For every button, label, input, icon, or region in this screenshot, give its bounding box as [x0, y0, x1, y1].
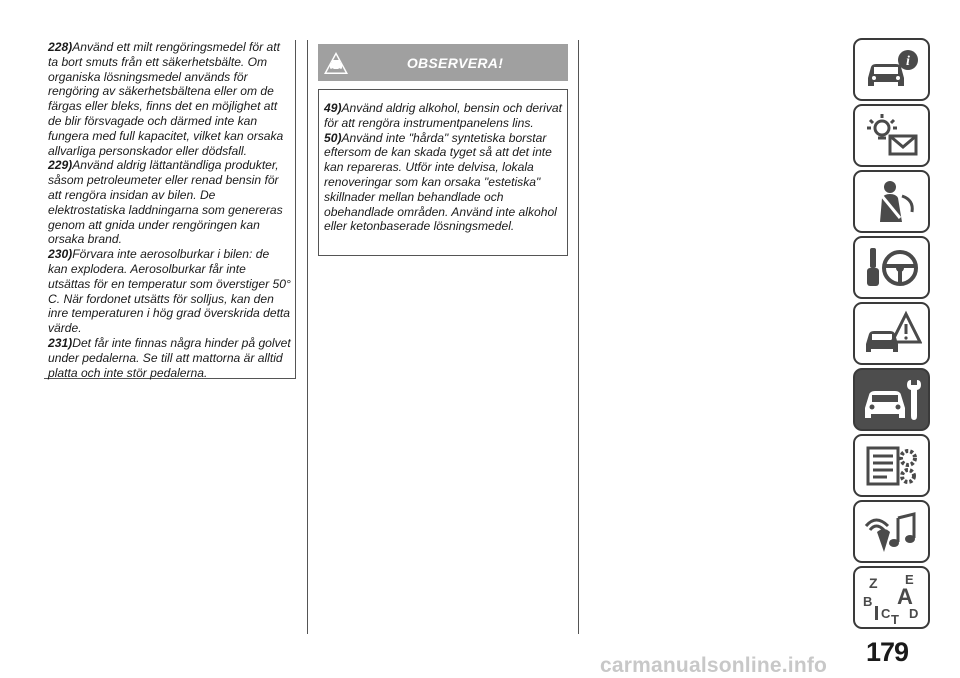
tab-safety[interactable] — [853, 170, 930, 233]
left-notes-column — [44, 40, 296, 379]
note-228: 228)Använd ett milt rengöringsmedel för att ta bort smuts från ett säkerhetsbälte. Om organiska lösningsmedel används för rengöring av säkerhetsbältena eller om de färgas eller bleks, finns det en möjlighet att de blir försvagade och därmed inte kan fungera med full kapacitet, vilket kan orsaka allvarliga personskador eller dödsfall. — [48, 40, 284, 158]
observera-header — [318, 44, 568, 81]
note-229: 229)Använd aldrig lättantändliga produkter, såsom petroleumeter eller renad bensin för att rengöra insidan av bilen. De elektrostatiska laddningarna som genereras genom att gnida under rengöringen kan orsaka brand. — [48, 158, 283, 247]
note-50: 50)Använd inte "hårda" syntetiska borstar eftersom de kan skada tyget så att det inte kan repareras. Utför inte delvisa, lokala renoveringar som kan orsaka "estetiska" skillnader mellan behandlade och obehandlade områden. Använd inte alkohol eller ketonbaserade lösningsmedel. — [324, 130, 557, 234]
column-divider-right — [578, 40, 579, 634]
note-230: 230)Förvara inte aerosolburkar i bilen: de kan explodera. Aerosolburkar får inte utsättas för en temperatur som överstiger 50° C. När fordonet utsätts för solljus, kan den inre temperaturen i hög grad överskrida detta värde. — [48, 247, 291, 336]
seatbelt-airbag-icon — [862, 178, 922, 226]
observera-title: OBSERVERA! — [406, 54, 504, 71]
svg-text:T: T — [890, 611, 899, 624]
data-list-gear-icon — [862, 442, 922, 490]
svg-text:A: A — [896, 583, 913, 609]
tab-warning-lights[interactable] — [853, 104, 930, 167]
car-breakdown-warning-icon — [862, 310, 922, 358]
tab-maintenance[interactable] — [853, 368, 930, 431]
svg-text:D: D — [908, 605, 918, 621]
tab-starting-driving[interactable] — [853, 236, 930, 299]
column-divider-left — [307, 40, 308, 634]
car-info-icon — [862, 48, 922, 92]
tab-index[interactable] — [853, 566, 930, 629]
page-number: 179 — [866, 637, 909, 667]
car-caution-icon — [318, 44, 354, 81]
tab-technical-data[interactable] — [853, 434, 930, 497]
car-wrench-icon — [861, 376, 923, 424]
key-steering-wheel-icon — [862, 244, 922, 292]
svg-text:Z: Z — [868, 574, 878, 591]
tab-car-info[interactable] — [853, 38, 930, 101]
svg-text:E: E — [904, 571, 914, 587]
multimedia-icon — [862, 508, 922, 556]
tab-multimedia[interactable] — [853, 500, 930, 563]
note-49: 49)Använd aldrig alkohol, bensin och derivat för att rengöra instrumentpanelens lins. — [324, 101, 563, 130]
svg-text:B: B — [862, 593, 872, 609]
observera-box — [318, 89, 568, 256]
watermark: carmanualsonline.info — [600, 654, 828, 677]
svg-text:C: C — [880, 605, 890, 621]
note-231: 231)Det får inte finnas några hinder på golvet under pedalerna. Se till att mattorna är alltid platta och inte stör pedalerna. — [48, 335, 291, 380]
index-letters-icon — [861, 572, 923, 624]
warning-light-envelope-icon — [862, 112, 922, 160]
tab-emergency[interactable] — [853, 302, 930, 365]
svg-text:i: i — [905, 53, 910, 69]
